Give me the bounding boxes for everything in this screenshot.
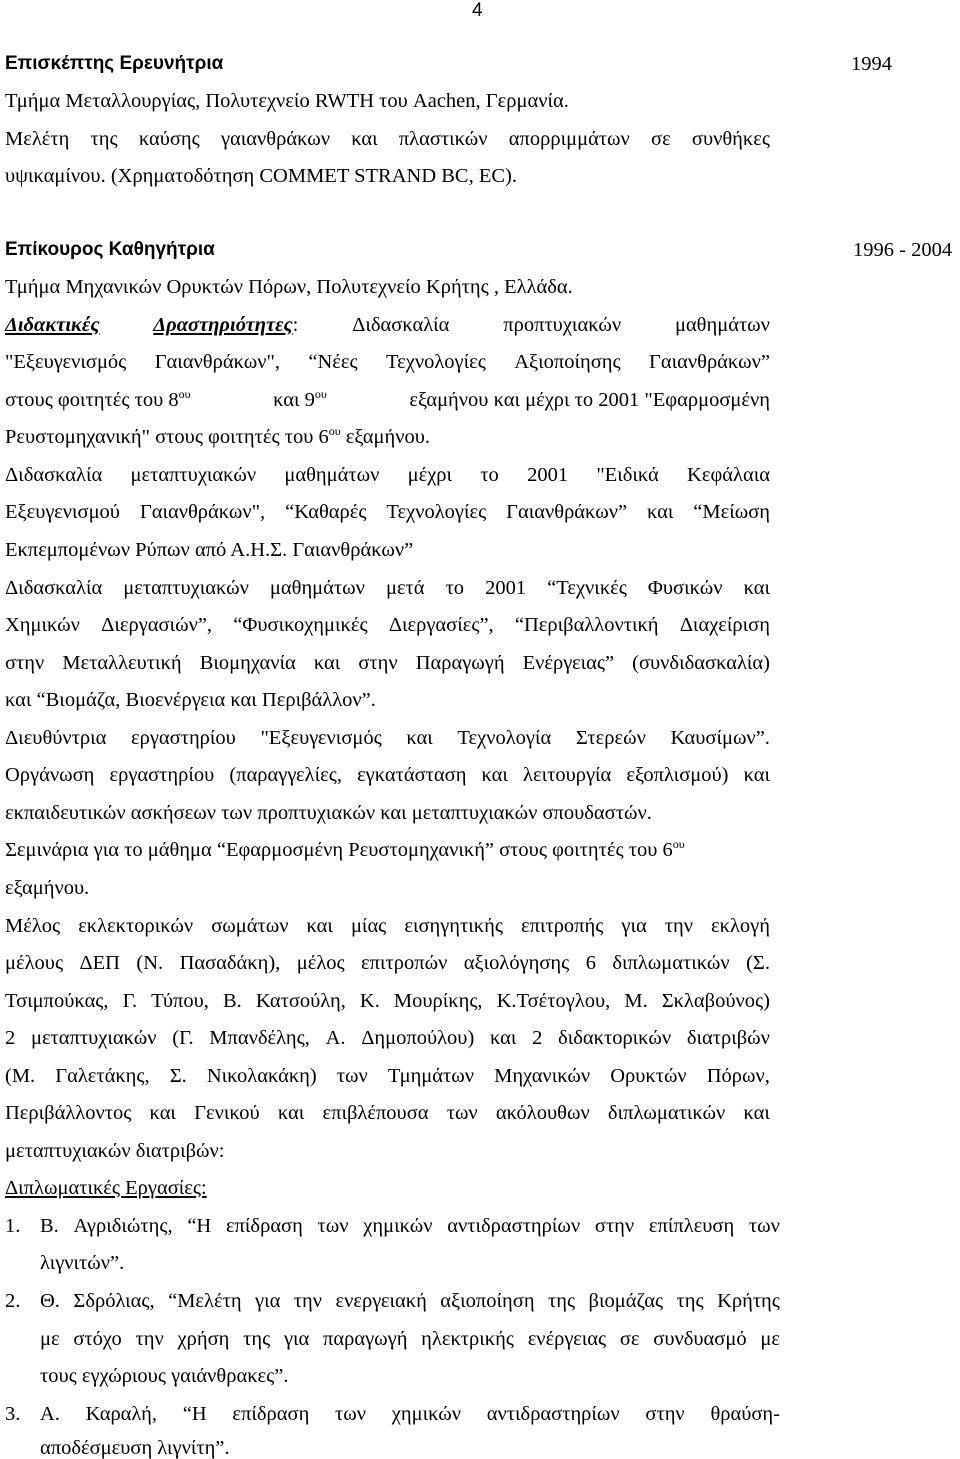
activities-label: Δραστηριότητες — [153, 314, 293, 336]
word: Γαλετάκης, — [55, 1065, 150, 1087]
word: των — [446, 1102, 478, 1124]
word: “Καθαρές — [285, 501, 367, 523]
word: και — [306, 915, 333, 937]
word: των — [335, 1403, 367, 1425]
word: Θ. — [40, 1290, 60, 1312]
visiting-line: υψικαμίνου. (Χρηματοδότηση COMMET STRAND BC, EC). — [5, 165, 517, 187]
word: μέλος — [296, 952, 345, 974]
word: μαθημάτων — [284, 464, 380, 486]
word: Β. — [222, 990, 242, 1012]
word: Τύπου, — [151, 990, 209, 1012]
thesis-number: 1. — [5, 1215, 21, 1237]
activities-line — [5, 838, 685, 862]
word: επίδραση — [232, 1403, 310, 1425]
word: λειτουργία — [523, 764, 612, 786]
word: το — [445, 577, 465, 599]
word: Α. — [40, 1403, 60, 1425]
word: Ορυκτών — [610, 1065, 687, 1087]
visiting-line: Τμήμα Μεταλλουργίας, Πολυτεχνείο RWTH του Aachen, Γερμανία. — [5, 90, 569, 112]
word: αξιοποίηση — [440, 1290, 535, 1312]
word: επιτροπών — [361, 952, 448, 974]
activities-line — [5, 576, 770, 600]
word: διδακτορικών — [558, 1027, 672, 1049]
word: (συνδιδασκαλία) — [632, 652, 770, 674]
word: Κ.Τσέτογλου, — [496, 990, 611, 1012]
word: Παραγωγή — [415, 652, 505, 674]
activities-line — [5, 463, 770, 487]
word: Αγριδιώτης, — [73, 1215, 173, 1237]
word: Μηχανικών — [494, 1065, 591, 1087]
word: για — [621, 915, 647, 937]
word: των — [317, 1215, 349, 1237]
page-number: 4 — [472, 0, 483, 21]
word: ηλεκτρικής — [421, 1328, 514, 1350]
word: την — [664, 915, 693, 937]
word: συνθήκες — [691, 128, 770, 150]
word: Γαιανθράκων” — [506, 501, 628, 523]
word: για — [255, 1290, 281, 1312]
word: χημικών — [363, 1215, 433, 1237]
word: Πόρων, — [706, 1065, 770, 1087]
word: “Μείωση — [693, 501, 770, 523]
word: και — [489, 1027, 517, 1049]
activities-text: Σεμινάρια για το μάθημα “Εφαρμοσμένη Ρευστομηχανική” στους φοιτητές του 6 — [5, 839, 673, 861]
word: Τεχνολογία — [457, 727, 552, 749]
assistant-dept: Τμήμα Μηχανικών Ορυκτών Πόρων, Πολυτεχνείο Κρήτης , Ελλάδα. — [5, 276, 573, 298]
word: διατριβών — [686, 1027, 770, 1049]
word: Εξευγενισμού — [5, 501, 120, 523]
thesis-line: τους εγχώριους γαιάνθρακες”. — [40, 1365, 289, 1387]
word: καύσης — [138, 128, 200, 150]
word: παραγωγή — [323, 1328, 408, 1350]
word: Καυσίμων”. — [670, 727, 770, 749]
word: εργαστηρίου — [109, 764, 215, 786]
word: ενεργειακή — [335, 1290, 427, 1312]
word: εξοπλισμού) — [626, 764, 729, 786]
word: 2 — [532, 1027, 543, 1049]
word: Α. — [325, 1027, 346, 1049]
word: Κ. — [359, 990, 380, 1012]
word: επιτροπής — [520, 915, 604, 937]
superscript: ου — [178, 387, 191, 401]
activities-line — [5, 1026, 770, 1050]
word: στην — [594, 1215, 635, 1237]
word: και — [743, 1102, 770, 1124]
word: συνδυασμό — [653, 1328, 747, 1350]
thesis-line — [40, 1214, 780, 1238]
word: χρήση — [177, 1328, 230, 1350]
word: Καραλή, — [85, 1403, 158, 1425]
word: (Σ. — [746, 952, 770, 974]
word: Οργάνωση — [5, 764, 95, 786]
word: Γ. — [122, 990, 138, 1012]
word: Ενέργειας” — [522, 652, 615, 674]
word: διπλωματικών — [612, 952, 730, 974]
activities-label: Διδακτικές — [5, 314, 100, 336]
word: Φυσικών — [647, 577, 723, 599]
activities-line — [5, 914, 770, 938]
word: και — [481, 764, 508, 786]
word: Διδασκαλία — [5, 464, 103, 486]
superscript: ου — [328, 424, 341, 438]
activities-line: Εκπεμπομένων Ρύπων από Α.Η.Σ. Γαιανθράκων” — [5, 539, 414, 561]
word: μαθημάτων — [674, 314, 770, 336]
word: Διαχείριση — [679, 614, 770, 636]
superscript: ου — [314, 387, 327, 401]
word: στην — [358, 652, 398, 674]
word: θραύση- — [710, 1403, 780, 1425]
word: Νικολακάκη) — [206, 1065, 317, 1087]
word: στόχο — [73, 1328, 122, 1350]
word: Δημοπούλου) — [361, 1027, 475, 1049]
word: και — [351, 128, 378, 150]
word: της — [90, 128, 118, 150]
activities-line — [5, 425, 430, 449]
word: Μεταλλευτική — [62, 652, 182, 674]
word: Διεργασιών”, — [101, 614, 213, 636]
word: με — [40, 1328, 60, 1350]
word: αξιολόγησης — [463, 952, 570, 974]
assistant-years: 1996 - 2004 — [853, 239, 953, 261]
word: 2001 — [527, 464, 569, 486]
word: “Περιβαλλοντική — [514, 614, 659, 636]
activities-line: εξαμήνου. — [5, 877, 90, 899]
word: Τσιμπούκας, — [5, 990, 109, 1012]
word: Μπανδέλης, — [209, 1027, 310, 1049]
word: της — [676, 1290, 704, 1312]
word: 6 — [585, 952, 596, 974]
word: χημικών — [391, 1403, 462, 1425]
activities-line — [5, 613, 770, 637]
word: μέλους — [5, 952, 64, 974]
superscript: ου — [672, 837, 685, 851]
word: και — [277, 1102, 305, 1124]
word: της — [243, 1328, 271, 1350]
activities-line — [5, 1064, 770, 1088]
word: και — [743, 764, 770, 786]
word: “Φυσικοχημικές — [233, 614, 368, 636]
word: της — [548, 1290, 576, 1312]
activities-line: εκπαιδευτικών ασκήσεων των προπτυχιακών και μεταπτυχιακών σπουδαστών. — [5, 802, 652, 824]
word: αντιδραστηρίων — [486, 1403, 620, 1425]
word: των — [336, 1065, 368, 1087]
word: Κρήτης — [717, 1290, 780, 1312]
thesis-line — [40, 1402, 780, 1426]
visiting-year: 1994 — [851, 53, 892, 75]
word: “Η — [187, 1215, 212, 1237]
word: "Ειδικά — [596, 464, 659, 486]
word: σε — [651, 128, 671, 150]
word: των — [748, 1215, 780, 1237]
thesis-number: 3. — [5, 1403, 21, 1425]
word: και — [149, 1102, 176, 1124]
word: Διδασκαλία — [5, 577, 103, 599]
word: διπλωματικών — [607, 1102, 726, 1124]
word: στην — [645, 1403, 685, 1425]
thesis-line — [40, 1289, 780, 1313]
word: (Μ. — [5, 1065, 36, 1087]
word: επίδραση — [225, 1215, 303, 1237]
word: και — [313, 652, 341, 674]
word: Τμημάτων — [387, 1065, 475, 1087]
activities-line — [5, 388, 770, 412]
word: και — [743, 577, 770, 599]
word: Σδρόλιας, — [73, 1290, 155, 1312]
word: Γαιανθράκων", — [139, 501, 266, 523]
visiting-heading: Επισκέπτης Ερευνήτρια — [5, 53, 224, 74]
word: πλαστικών — [398, 128, 488, 150]
word: Βιομηχανία — [199, 652, 296, 674]
word: (Γ. — [172, 1027, 194, 1049]
activities-text: εξαμήνου και μέχρι το 2001 "Εφαρμοσμένη — [409, 389, 770, 411]
theses-heading: Διπλωματικές Εργασίες: — [5, 1177, 207, 1199]
word: ακόλουθων — [495, 1102, 590, 1124]
word: επιβλέπουσα — [322, 1102, 429, 1124]
thesis-line — [40, 1327, 780, 1351]
word: σε — [619, 1328, 640, 1350]
word: μαθημάτων — [269, 577, 365, 599]
word: Μ. — [624, 990, 648, 1012]
word: ενέργειας — [527, 1328, 607, 1350]
activities-line: και “Βιομάζα, Βιοενέργεια και Περιβάλλον”. — [5, 689, 376, 711]
word: (Ν. — [136, 952, 164, 974]
thesis-line: αποδέσμευση λιγνίτη”. — [40, 1437, 230, 1459]
word: αντιδραστηρίων — [447, 1215, 581, 1237]
activities-line — [5, 763, 770, 787]
word: “Νέες — [308, 351, 358, 373]
word: επίπλευση — [648, 1215, 735, 1237]
assistant-heading: Επίκουρος Καθηγήτρια — [5, 239, 215, 260]
activities-text: Ρευστομηχανική" στους φοιτητές του 6 — [5, 426, 329, 448]
word: Περιβάλλοντος — [5, 1102, 132, 1124]
word: Γενικού — [194, 1102, 260, 1124]
word: εργαστηρίου — [131, 727, 236, 749]
word: Χημικών — [5, 614, 80, 636]
word: (παραγγελίες, — [229, 764, 342, 786]
word: Γαιανθράκων", — [154, 351, 280, 373]
word: Διευθύντρια — [5, 727, 107, 749]
word: Τεχνολογίες — [386, 351, 486, 373]
word: μεταπτυχιακών — [123, 577, 249, 599]
word: την — [135, 1328, 164, 1350]
word: Διεργασίες”, — [388, 614, 494, 636]
word: εκλεκτορικών — [78, 915, 194, 937]
word: και — [406, 727, 433, 749]
word: 2 — [5, 1027, 16, 1049]
word: βιομάζας — [588, 1290, 664, 1312]
activities-line: μεταπτυχιακών διατριβών: — [5, 1140, 225, 1162]
word: ΔΕΠ — [79, 952, 120, 974]
activities-line — [5, 350, 770, 374]
thesis-line: λιγνιτών”. — [40, 1252, 125, 1274]
word: στην — [5, 652, 45, 674]
thesis-number: 2. — [5, 1290, 21, 1312]
word: μεταπτυχιακών — [30, 1027, 157, 1049]
word: Μουρίκης, — [393, 990, 483, 1012]
word: "Εξευγενισμός — [5, 351, 127, 373]
activities-line — [5, 651, 770, 675]
word: Σκλαβούνος) — [661, 990, 770, 1012]
word: Μέλος — [5, 915, 61, 937]
activities-line — [5, 726, 770, 750]
word: για — [283, 1328, 310, 1350]
word: Γαιανθράκων” — [649, 351, 770, 373]
word: γαιανθράκων — [220, 128, 330, 150]
word: Πασαδάκη), — [179, 952, 281, 974]
activities-line — [5, 989, 770, 1013]
word: μεταπτυχιακών — [130, 464, 257, 486]
word: 2001 — [485, 577, 527, 599]
word: Μελέτη — [5, 128, 70, 150]
word: το — [480, 464, 499, 486]
activities-text: και 9 — [273, 389, 315, 411]
word: “Η — [182, 1403, 207, 1425]
activities-colon: : — [292, 314, 299, 336]
word: “Μελέτη — [168, 1290, 242, 1312]
word: προπτυχιακών — [503, 314, 622, 336]
activities-line — [5, 951, 770, 975]
activities-line — [5, 1101, 770, 1125]
word: Σ. — [169, 1065, 187, 1087]
word: Διδασκαλία — [352, 314, 450, 336]
word: και — [646, 501, 674, 523]
word: μέχρι — [407, 464, 453, 486]
word: απορριμμάτων — [508, 128, 630, 150]
word: Β. — [40, 1215, 59, 1237]
visiting-line — [5, 127, 770, 151]
word: μετά — [385, 577, 425, 599]
word: Αξιοποίησης — [514, 351, 621, 373]
word: Κατσούλη, — [255, 990, 346, 1012]
word: με — [760, 1328, 780, 1350]
activities-text: εξαμήνου. — [345, 426, 431, 448]
word: σωμάτων — [211, 915, 289, 937]
activities-line — [5, 313, 770, 337]
word: Στερεών — [575, 727, 646, 749]
word: εισηγητικής — [404, 915, 503, 937]
word: μίας — [350, 915, 387, 937]
word: εκλογή — [711, 915, 770, 937]
activities-line — [5, 500, 770, 524]
word: εγκατάσταση — [357, 764, 467, 786]
word: την — [293, 1290, 323, 1312]
word: Τεχνολογίες — [386, 501, 487, 523]
word: "Εξευγενισμός — [260, 727, 382, 749]
activities-text: στους φοιτητές του 8 — [5, 389, 179, 411]
word: “Τεχνικές — [547, 577, 627, 599]
word: Κεφάλαια — [687, 464, 770, 486]
